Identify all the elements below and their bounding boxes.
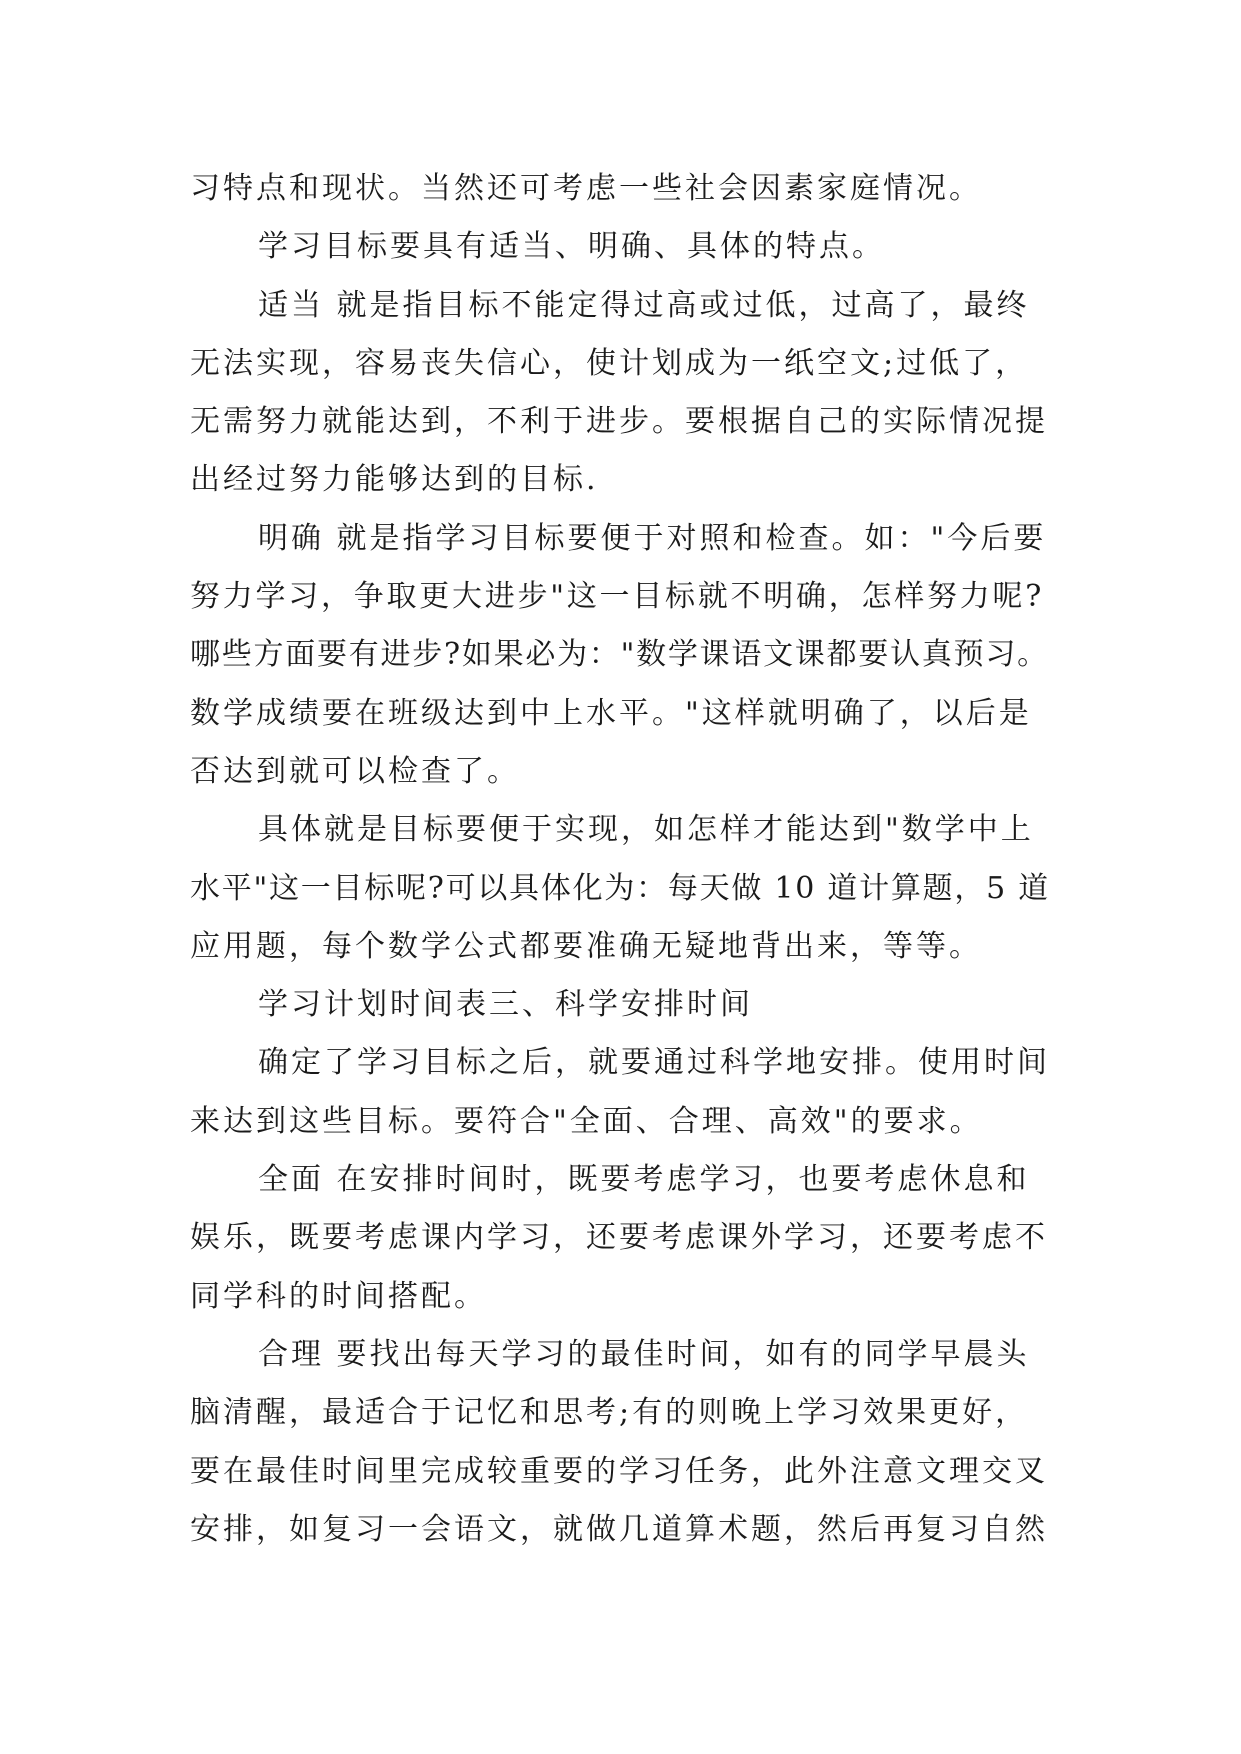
text-line: 无需努力就能达到，不利于进步。要根据自己的实际情况提 <box>190 404 1048 440</box>
text-line: 安排，如复习一会语文，就做几道算术题，然后再复习自然 <box>190 1511 1048 1547</box>
text-line: 来达到这些目标。要符合"全面、合理、高效"的要求。 <box>190 1103 983 1139</box>
text-line: 学习目标要具有适当、明确、具体的特点。 <box>258 229 885 265</box>
text-line: 哪些方面要有进步?如果必为："数学课语文课都要认真预习。 <box>190 637 1049 673</box>
text-line: 否达到就可以检查了。 <box>190 753 520 789</box>
text-line: 适当 就是指目标不能定得过高或过低，过高了，最终 <box>258 287 1030 323</box>
text-line: 应用题，每个数学公式都要准确无疑地背出来，等等。 <box>190 928 982 964</box>
text-line: 出经过努力能够达到的目标. <box>190 462 599 498</box>
text-line: 确定了学习目标之后，就要通过科学地安排。使用时间 <box>258 1045 1050 1081</box>
text-line: 习特点和现状。当然还可考虑一些社会因素家庭情况。 <box>190 171 982 206</box>
text-line: 娱乐，既要考虑课内学习，还要考虑课外学习，还要考虑不 <box>190 1220 1048 1256</box>
text-line: 同学科的时间搭配。 <box>190 1278 487 1314</box>
text-line: 水平"这一目标呢?可以具体化为：每天做 10 道计算题，5 道 <box>190 870 1051 906</box>
text-line: 无法实现，容易丧失信心，使计划成为一纸空文;过低了， <box>190 345 1029 381</box>
text-line: 要在最佳时间里完成较重要的学习任务，此外注意文理交叉 <box>190 1453 1048 1489</box>
text-line: 努力学习，争取更大进步"这一目标就不明确，怎样努力呢? <box>190 579 1045 615</box>
text-line: 学习计划时间表三、科学安排时间 <box>258 987 753 1023</box>
text-line: 明确 就是指学习目标要便于对照和检查。如："今后要 <box>258 520 1047 556</box>
text-line: 全面 在安排时间时，既要考虑学习，也要考虑休息和 <box>258 1162 1030 1198</box>
document-body <box>190 160 1050 1559</box>
text-line: 合理 要找出每天学习的最佳时间，如有的同学早晨头 <box>258 1336 1030 1372</box>
text-line: 数学成绩要在班级达到中上水平。"这样就明确了，以后是 <box>190 695 1032 731</box>
text-line: 脑清醒，最适合于记忆和思考;有的则晚上学习效果更好， <box>190 1395 1029 1431</box>
text-line: 具体就是目标要便于实现，如怎样才能达到"数学中上 <box>258 812 1034 848</box>
